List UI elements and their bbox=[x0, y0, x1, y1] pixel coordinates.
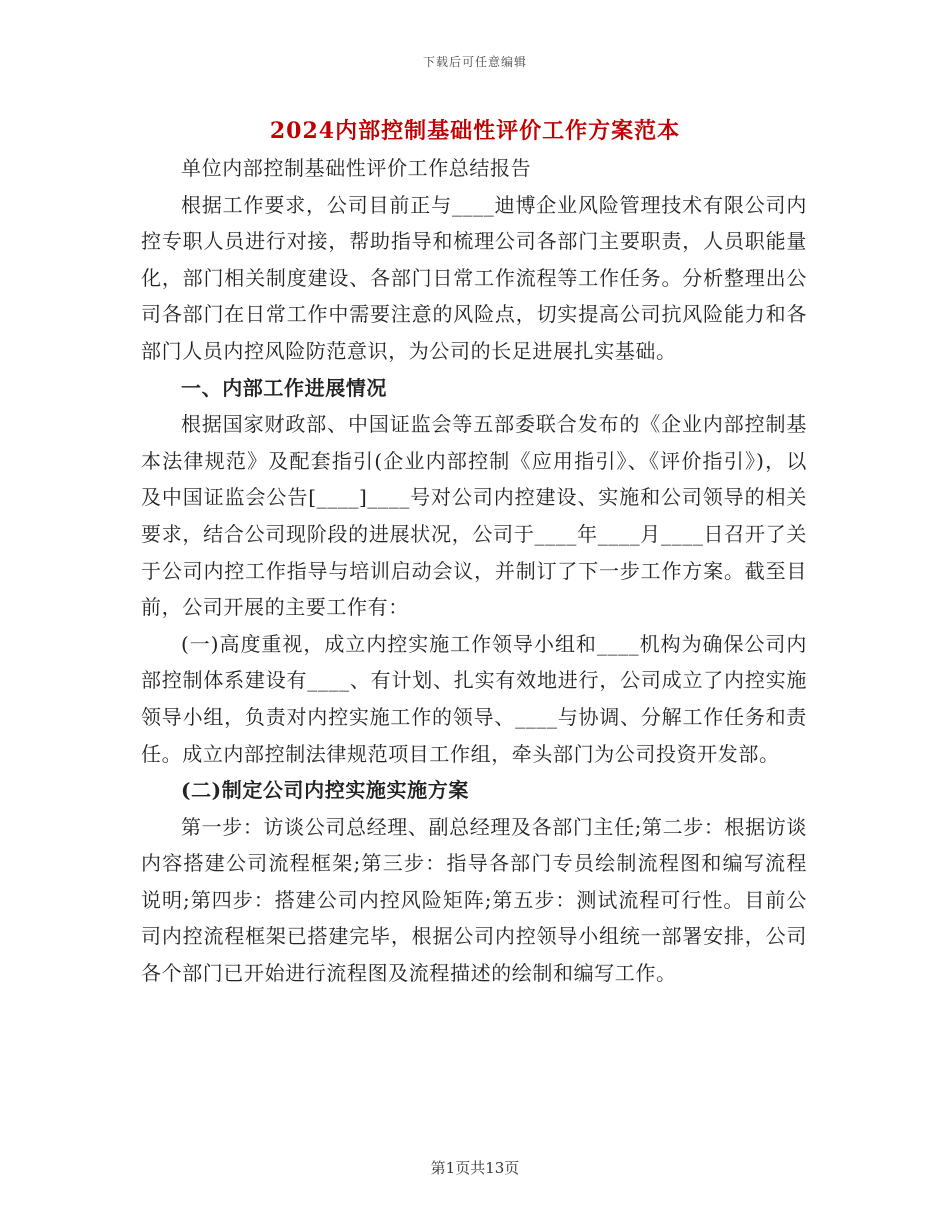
section-heading-progress: 一、内部工作进展情况 bbox=[181, 375, 387, 400]
report-subtitle: 单位内部控制基础性评价工作总结报告 bbox=[181, 156, 532, 180]
page-footer: 第1页共13页 bbox=[430, 1159, 520, 1177]
document-body bbox=[141, 150, 807, 992]
leadership-group-paragraph: (一)高度重视，成立内控实施工作领导小组和____机构为确保公司内部控制体系建设有____、有计划、扎实有效地进行，公司成立了内控实施领导小组，负责对内控实施工作的领导、____与协调、分解工作任务和责任。成立内部控制法律规范项目工作组，牵头部门为公司投资开发部。 bbox=[141, 631, 807, 766]
document-title: 2024内部控制基础性评价工作方案范本 bbox=[269, 118, 681, 144]
steps-paragraph: 第一步：访谈公司总经理、副总经理及各部门主任;第二步：根据访谈内容搭建公司流程框架;第三步：指导各部门专员绘制流程图和编写流程说明;第四步：搭建公司内控风险矩阵;第五步：测试流程可行性。目前公司内控流程框架已搭建完毕，根据公司内控领导小组统一部署安排，公司各个部门已开始进行流程图及流程描述的绘制和编写工作。 bbox=[141, 814, 807, 986]
header-note: 下载后可任意编辑 bbox=[422, 55, 527, 69]
progress-paragraph: 根据国家财政部、中国证监会等五部委联合发布的《企业内部控制基本法律规范》及配套指引(企业内部控制《应用指引》、《评价指引》)，以及中国证监会公告[____]____号对公司内控建设、实施和公司领导的相关要求，结合公司现阶段的进展状况，公司于____年____月____日召开了关于公司内控工作指导与培训启动会议，并制订了下一步工作方案。截至目前，公司开展的主要工作有： bbox=[141, 412, 807, 620]
subsection-heading-plan: (二)制定公司内控实施实施方案 bbox=[181, 778, 469, 803]
intro-paragraph: 根据工作要求，公司目前正与____迪博企业风险管理技术有限公司内控专职人员进行对接，帮助指导和梳理公司各部门主要职责，人员职能量化，部门相关制度建设、各部门日常工作流程等工作任务。分析整理出公司各部门在日常工作中需要注意的风险点，切实提高公司抗风险能力和各部门人员内控风险防范意识，为公司的长足进展扎实基础。 bbox=[141, 192, 807, 363]
